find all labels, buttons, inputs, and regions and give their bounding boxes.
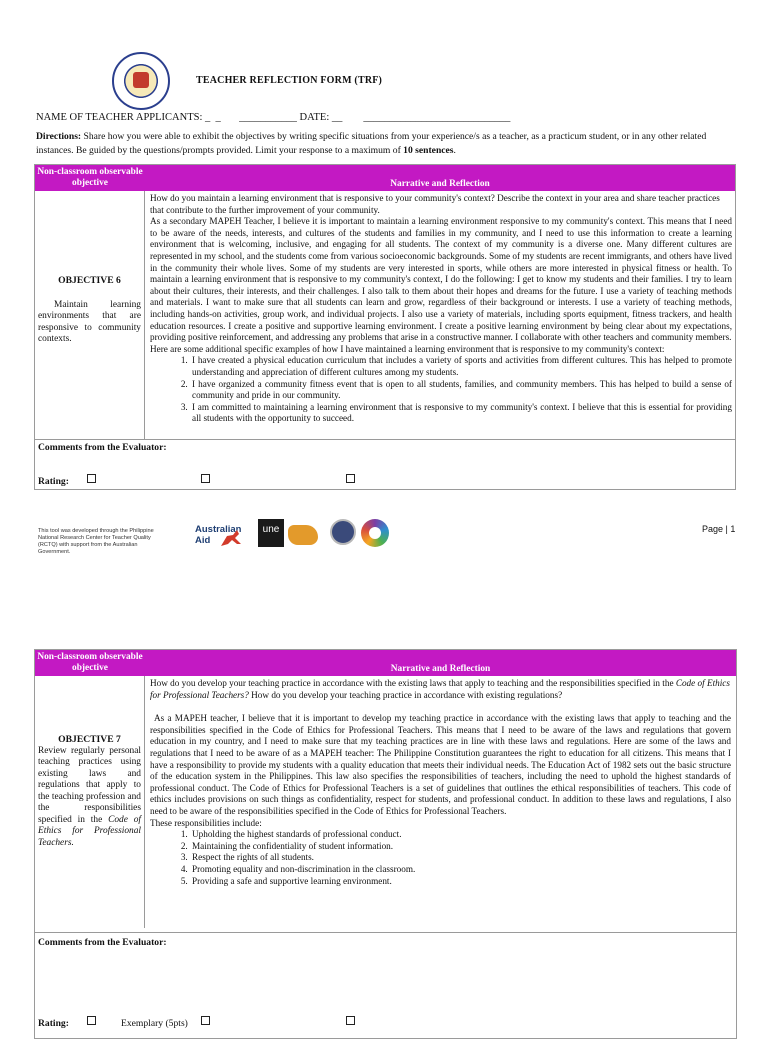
objective7-rating-label: Rating: (38, 1018, 69, 1029)
form-title: TEACHER REFLECTION FORM (TRF) (196, 75, 383, 86)
une-logo: une (258, 519, 284, 547)
header-non-classroom: Non-classroom observable objective (37, 652, 143, 673)
objective7-narrative-cell (150, 678, 731, 887)
comments-divider (35, 932, 736, 933)
list-item: 1. Upholding the highest standards of professional conduct. (190, 829, 731, 841)
page-number: Page | 1 (702, 524, 736, 534)
header-narrative: Narrative and Reflection (390, 179, 490, 189)
list-item: 5. Providing a safe and supportive learning environment. (190, 876, 731, 888)
directions-label: Directions: (36, 131, 82, 142)
university-seal-logo (330, 519, 356, 545)
footer-note: This tool was developed through the Philippine National Research Center for Teacher Quality (RCTQ) with support from the Australian Government. (38, 528, 154, 555)
rctq-swirl-logo (361, 519, 389, 547)
objective6-prompt: How do you maintain a learning environment that is responsive to your community's context? Describe the context in your area and share teacher practices that contribute to the further improvement of your community. (150, 193, 720, 215)
seameo-map-logo (288, 525, 318, 545)
objective6-cell (35, 191, 145, 439)
list-item: 1. I have created a physical education curriculum that includes a variety of sports and activities from different cultures. This has helped to promote understanding and appreciation of different cultures among my students. (190, 355, 732, 378)
australian-aid-logo (195, 522, 247, 550)
rating-checkbox-2[interactable] (201, 474, 210, 483)
header-non-classroom: Non-classroom observable objective (37, 167, 143, 188)
directions-paragraph: Directions: Share how you were able to exhibit the objectives by writing specific situations from your experience/s as a teacher, as a practicum student, or in any other related instances. Be guided by the questions/prompts provided. Limit your response to a maximum of 10 sentences. (36, 131, 707, 156)
svg-text:Australian: Australian (195, 524, 242, 535)
header-narrative: Narrative and Reflection (390, 664, 491, 674)
objective7-comments-label: Comments from the Evaluator: (38, 937, 167, 948)
objective6-narrative: As a secondary MAPEH Teacher, I believe it is important to maintain a learning environment responsive to my community's context. This means that I need to be aware of the needs, interests, and cultures of the students and families in my community, and I need to use this information to create a learning environment that is welcoming, inclusive, and engaging for all students. The context of my community is a diverse one. Many different cultures are represented in my school, and the students come from various socioeconomic backgrounds. Some of my students are recent immigrants, and others have lived in the community their whole lives. Some of my students are very interested in sports, while others are more interested in physical fitness or health. To maintain a learning environment that is responsive to my community's context, I do the following: I get to know my students and their families. I try to learn about their cultures, their interests, and their challenges. I also talk to them about their hopes and dreams for the future. I use a variety of teaching methods and materials. I want to make sure that all students can learn and grow, regardless of their background or interests. I use a variety of teaching methods, including hands-on activities, group work, and individual projects. I also use a variety of materials, including sports equipment, fitness trackers, and health education resources. I create a positive and supportive learning environment. I create a positive learning environment by being clear about my expectations, providing positive reinforcement, and addressing any problems that arise in a constructive manner. I collaborate with other teachers and community members. (150, 216, 732, 343)
list-item: 3. Respect the rights of all students. (190, 852, 731, 864)
rating-checkbox-3[interactable] (346, 474, 355, 483)
objective6-narrative-cell (150, 193, 732, 425)
objective6-comments-label: Comments from the Evaluator: (38, 442, 167, 453)
objective6-title: OBJECTIVE 6 (58, 275, 121, 286)
comments-divider (35, 439, 735, 440)
objective7-prompt: How do you develop your teaching practice in accordance with the existing laws that apply to teaching and the responsibilities specified in the Code of Ethics for Professional Teachers? How do you develop your teaching practice in accordance with existing regulations? (150, 678, 730, 700)
table-header (35, 650, 736, 676)
objective7-cell (35, 676, 145, 928)
objective6-examples-list (150, 355, 732, 425)
objective6-examples-intro: Here are some additional specific examples of how I have maintained a learning environment that is responsive to my community's context: (150, 343, 665, 354)
deped-seal-logo (112, 52, 170, 110)
directions-text: Share how you were able to exhibit the objectives by writing specific situations from your experience/s as a teacher, as a practicum student, or in any other related instances. Be guided by the questions/prompts provided. Limit your response to a maximum of (36, 131, 707, 156)
table-header (35, 165, 735, 191)
rating-checkbox-1[interactable] (87, 474, 96, 483)
rating-option-exemplary: Exemplary (5pts) (121, 1018, 188, 1029)
objective7-table (34, 649, 737, 1039)
objective7-title: OBJECTIVE 7 (58, 734, 121, 745)
objective7-description: Review regularly personal teaching practices using existing laws and regulations that apply to the teaching profession and the responsibilities specified in the Code of Ethics for Professional Teachers. (38, 745, 141, 848)
directions-limit: 10 sentences (403, 144, 454, 156)
list-item: 2. I have organized a community fitness event that is open to all students, families, and community members. This has helped to build a sense of community and pride in our community. (190, 379, 732, 402)
objective6-description: Maintain learning environments that are responsive to community contexts. (38, 299, 141, 344)
objective6-rating-label: Rating: (38, 476, 69, 487)
svg-text:Aid: Aid (195, 535, 211, 546)
objective6-table (34, 164, 736, 490)
list-item: 2. Maintaining the confidentiality of student information. (190, 841, 731, 853)
list-item: 4. Promoting equality and non-discrimination in the classroom. (190, 864, 731, 876)
objective7-list-intro: These responsibilities include: (150, 817, 262, 828)
objective7-responsibilities-list (150, 829, 731, 887)
list-item: 3. I am committed to maintaining a learning environment that is responsive to my community's context. I believe that this is essential for providing all students with the opportunity to succeed. (190, 402, 732, 425)
objective7-narrative: As a MAPEH teacher, I believe that it is important to develop my teaching practice in accordance with the existing laws that apply to teaching and the responsibilities specified in the Code of Ethics for Professional Teachers. This means that I need to be aware of the laws and regulations that govern education in my country, and I need to make sure that my teaching practices are in line with these laws and regulations. Here are some of the laws and regulations that I need to be aware of as a MAPEH teacher: The Philippine Constitution guarantees the right to education for all citizens. This means that I have a responsibility to provide my students with a quality education that meets their individual needs. The Education Act of 1982 sets out the basic structure of the education system in the Philippines. This law also specifies the responsibilities of teachers, including the need to uphold the highest standards of professional conduct. The Code of Ethics for Professional Teachers is a set of guidelines that outlines the ethical responsibilities of teachers. This code of ethics includes provisions on such things as confidentiality, respect for students, and professional conduct. In addition to these laws and regulations, I also need to be aware of the responsibilities specified in the Code of Ethics for Professional Teachers. (150, 713, 731, 816)
teacher-name-date-line: NAME OF TEACHER APPLICANTS: _ _ ___________ DATE: __ ____________________________ (36, 112, 511, 123)
